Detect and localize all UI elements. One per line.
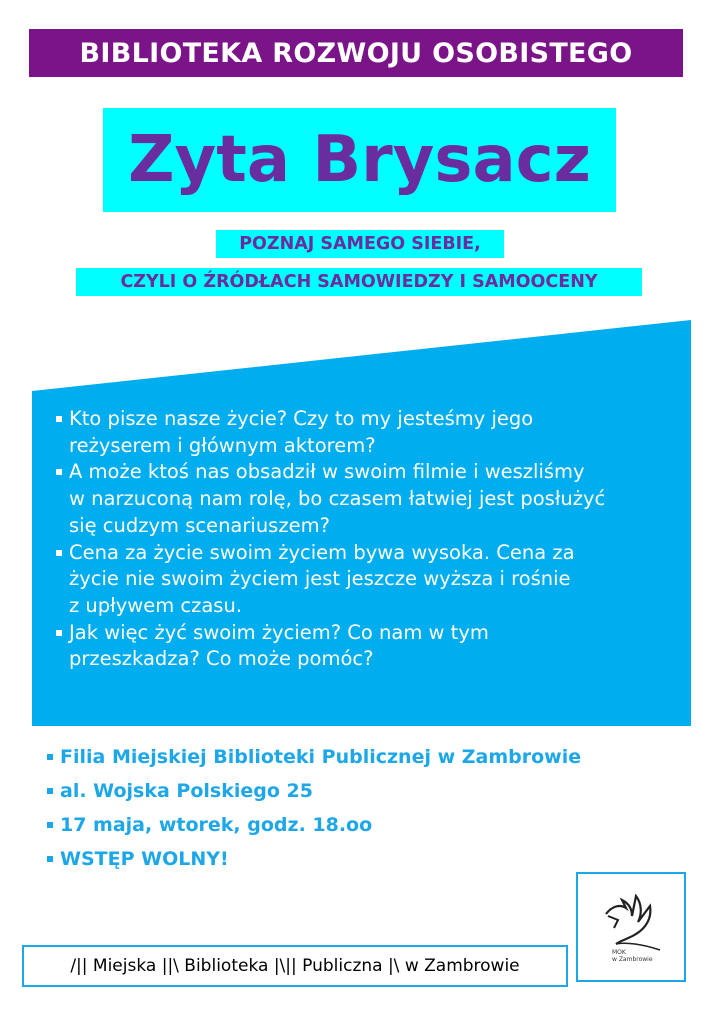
event-entry: WSTĘP WOLNY! xyxy=(45,842,645,876)
event-place: Filia Miejskiej Biblioteki Publicznej w Zambrowie xyxy=(45,740,645,774)
logo-box xyxy=(576,872,686,982)
question-line: Jak więc żyć swoim życiem? Co nam w tym xyxy=(69,620,489,644)
subtitle-line-2: CZYLI O ŹRÓDŁACH SAMOWIEDZY I SAMOOCENY xyxy=(76,268,642,296)
event-info-list xyxy=(45,740,645,876)
bird-logo-icon xyxy=(602,894,664,954)
question-line: przeszkadza? Co może pomóc? xyxy=(69,647,374,671)
header-title: BIBLIOTEKA ROZWOJU OSOBISTEGO xyxy=(79,37,633,69)
question-item xyxy=(55,620,685,673)
question-line: w narzuconą nam rolę, bo czasem łatwiej jest posłużyć xyxy=(69,487,606,511)
logo-caption-line-2: w Zambrowie xyxy=(612,956,653,963)
speaker-name: Zyta Brysacz xyxy=(128,123,591,197)
question-line: Kto pisze nasze życie? Czy to my jesteśmy jego xyxy=(69,407,534,430)
event-date: 17 maja, wtorek, godz. 18.oo xyxy=(45,808,645,842)
logo-caption-line-1: MOK xyxy=(612,949,626,956)
question-line: się cudzym scenariuszem? xyxy=(69,513,330,537)
subtitle-line-1: POZNAJ SAMEGO SIEBIE, xyxy=(216,230,504,258)
question-line: Cena za życie swoim życiem bywa wysoka. Cena za xyxy=(69,540,575,564)
logo-caption xyxy=(612,949,653,963)
event-address: al. Wojska Polskiego 25 xyxy=(45,774,645,808)
question-item xyxy=(55,540,685,620)
footer-library-name: /|| Miejska ||\ Biblioteka |\|| Publiczna |\ w Zambrowie xyxy=(22,945,568,987)
question-item xyxy=(55,459,685,539)
question-line: życie nie swoim życiem jest jeszcze wyższa i rośnie xyxy=(69,567,571,591)
questions-list xyxy=(55,406,685,673)
question-item xyxy=(55,406,685,459)
question-line: z upływem czasu. xyxy=(69,593,243,617)
question-line: A może ktoś nas obsadził w swoim filmie i weszliśmy xyxy=(69,460,585,484)
question-line: reżyserem i głównym aktorem? xyxy=(69,433,376,457)
